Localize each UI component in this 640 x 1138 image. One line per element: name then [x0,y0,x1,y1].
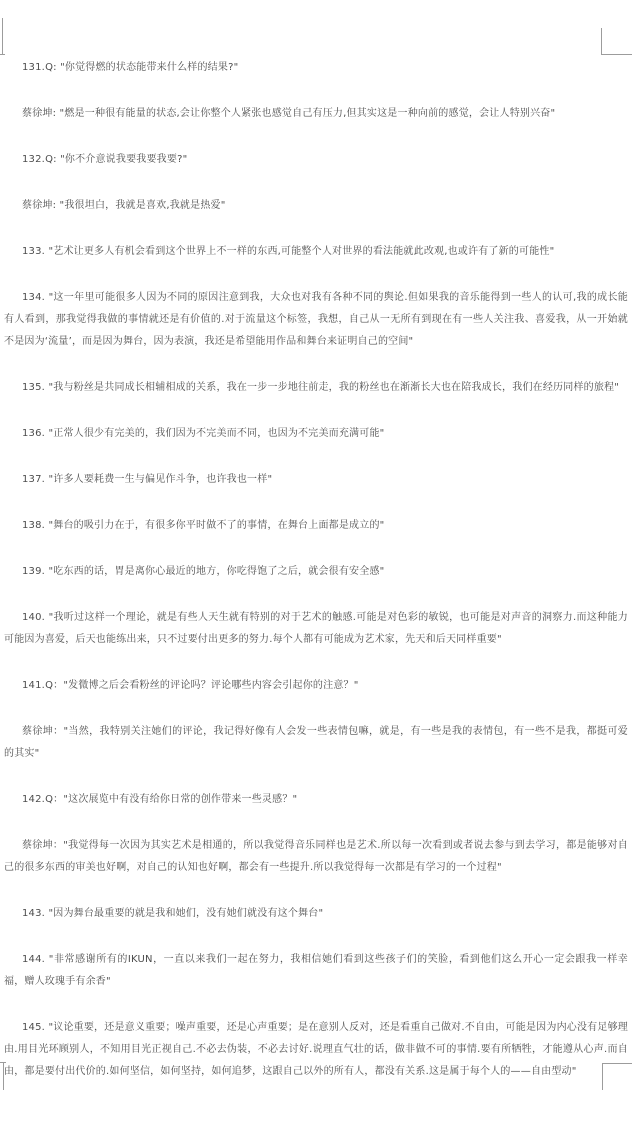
question-131: 131.Q: "你觉得燃的状态能带来什么样的结果?" [22,62,239,73]
question-142: 142.Q："这次展览中有没有给你日常的创作带来一些灵感？" [22,794,298,805]
answer-132: 蔡徐坤: "我很坦白，我就是喜欢,我就是热爱" [22,200,226,211]
question-141: 141.Q："发微博之后会看粉丝的评论吗？评论哪些内容会引起你的注意？" [22,680,359,691]
quote-144: 144. "非常感谢所有的IKUN，一直以来我们一起在努力，我相信她们看到这些孩子们的笑脸，看到他们这么开心一定会跟我一样幸福，赠人玫瑰手有余香" [4,954,628,987]
answer-142: 蔡徐坤："我觉得每一次因为其实艺术是相通的，所以我觉得音乐同样也是艺术.所以每一次看到或者说去参与到去学习，都是能够对自己的很多东西的审美也好啊，对自己的认知也好啊，都会有一些提升.所以我觉得每一次都是有学习的一个过程" [4,840,628,873]
crop-mark-line [0,54,5,55]
quote-134: 134. "这一年里可能很多人因为不同的原因注意到我，大众也对我有各种不同的舆论.但如果我的音乐能得到一些人的认可,我的成长能有人看到，那我觉得我做的事情就还是有价值的.对于流量这个标签，我想，自己从一无所有到现在有一些人关注我、喜爱我，从一开始就不是因为‘流量’，而是因为舞台，因为表演，我还是希望能用作品和舞台来证明自己的空间" [4,292,628,347]
crop-mark-line [2,18,3,55]
quote-136: 136. "正常人很少有完美的，我们因为不完美而不同，也因为不完美而充满可能" [22,428,385,439]
crop-mark-line [601,28,602,55]
quote-145: 145. "议论重要，还是意义重要；噪声重要，还是心声重要；是在意别人反对，还是看重自己做对.不自由，可能是因为内心没有足够理由.用目光环顾别人，不知用目光正视自己.不必去伪装，不必去讨好.说理直气壮的话，做非做不可的事情.要有所牺牲，才能遵从心声.而自由，都是要付出代价的.如何坚信，如何坚持，如何追梦，这跟自己以外的所有人，都没有关系.这是属于每个人的——自由型动" [4,1022,628,1077]
crop-mark-line [601,54,632,55]
document-body [4,57,628,1107]
answer-131: 蔡徐坤: "燃是一种很有能量的状态,会让你整个人紧张也感觉自己有压力,但其实这是一种向前的感觉，会让人特别兴奋" [22,108,556,119]
quote-137: 137. "许多人要耗费一生与偏见作斗争，也许我也一样" [22,474,273,485]
quote-140: 140. "我听过这样一个理论，就是有些人天生就有特别的对于艺术的触感.可能是对色彩的敏锐，也可能是对声音的洞察力.而这种能力可能因为喜爱，后天也能练出来，只不过要付出更多的努力.每个人都有可能成为艺术家，先天和后天同样重要" [4,612,628,645]
quote-143: 143. "因为舞台最重要的就是我和她们，没有她们就没有这个舞台" [22,908,324,919]
answer-141: 蔡徐坤："当然，我特别关注她们的评论，我记得好像有人会发一些表情包嘛，就是，有一些是我的表情包，有一些不是我，都挺可爱的其实" [4,726,628,759]
quote-133: 133. "艺术让更多人有机会看到这个世界上不一样的东西,可能整个人对世界的看法能就此改观,也或许有了新的可能性" [22,246,555,257]
quote-138: 138. "舞台的吸引力在于，有很多你平时做不了的事情，在舞台上面都是成立的" [22,520,385,531]
quote-139: 139. "吃东西的话，胃是离你心最近的地方，你吃得饱了之后，就会很有安全感" [22,566,385,577]
quote-135: 135. "我与粉丝是共同成长相辅相成的关系，我在一步一步地往前走，我的粉丝也在渐渐长大也在陪我成长，我们在经历同样的旅程" [22,382,620,393]
question-132: 132.Q: "你不介意说我要我要我要?" [22,154,188,165]
